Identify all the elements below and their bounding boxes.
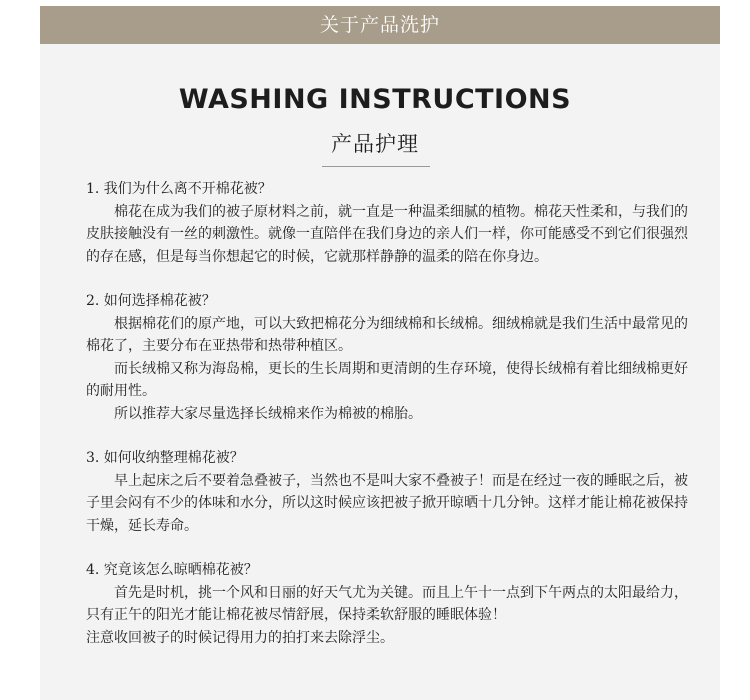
- section-paragraph: 所以推荐大家尽量选择长绒棉来作为棉被的棉胎。: [114, 405, 422, 422]
- section-heading: 2. 如何选择棉花被？: [86, 293, 216, 309]
- page-title-en: WASHING INSTRUCTIONS: [178, 84, 572, 115]
- section-sun-drying: [86, 559, 696, 649]
- section-heading: 1. 我们为什么离不开棉花被？: [86, 181, 272, 197]
- section-heading: 3. 如何收纳整理棉花被？: [86, 450, 244, 466]
- section-how-to-choose: [86, 290, 696, 425]
- section-paragraph: 注意收回被子的时候记得用力的拍打来去除浮尘。: [86, 629, 394, 646]
- instructions-content: [86, 178, 696, 671]
- title-divider: [322, 166, 430, 167]
- section-paragraph: 早上起床之后不要着急叠被子，当然也不是叫大家不叠被子！而是在经过一夜的睡眠之后，被子里会闷有不少的体味和水分，所以这时候应该把被子掀开晾晒十几分钟。这样才能让棉花被保持干燥，延长寿命。: [86, 472, 688, 534]
- section-storage: [86, 447, 696, 537]
- header-bar: [40, 6, 720, 44]
- section-why-cotton: [86, 178, 696, 268]
- section-heading: 4. 究竟该怎么晾晒棉花被？: [86, 562, 258, 578]
- section-paragraph: 首先是时机，挑一个风和日丽的好天气尤为关键。而且上午十一点到下午两点的太阳最给力，只有正午的阳光才能让棉花被尽情舒展，保持柔软舒服的睡眠体验！: [86, 584, 688, 623]
- header-title: 关于产品洗护: [319, 14, 440, 36]
- page-title-cn: 产品护理: [331, 132, 419, 156]
- section-paragraph: 棉花在成为我们的被子原材料之前，就一直是一种温柔细腻的植物。棉花天性柔和，与我们的皮肤接触没有一丝的刺激性。就像一直陪伴在我们身边的亲人们一样，你可能感受不到它们很强烈的存在感，但是每当你想起它的时候，它就那样静静的温柔的陪在你身边。: [86, 203, 688, 265]
- section-paragraph: 而长绒棉又称为海岛棉，更长的生长周期和更清朗的生存环境，使得长绒棉有着比细绒棉更好的耐用性。: [86, 360, 688, 399]
- section-paragraph: 根据棉花们的原产地，可以大致把棉花分为细绒棉和长绒棉。细绒棉就是我们生活中最常见的棉花了，主要分布在亚热带和热带种植区。: [86, 315, 688, 354]
